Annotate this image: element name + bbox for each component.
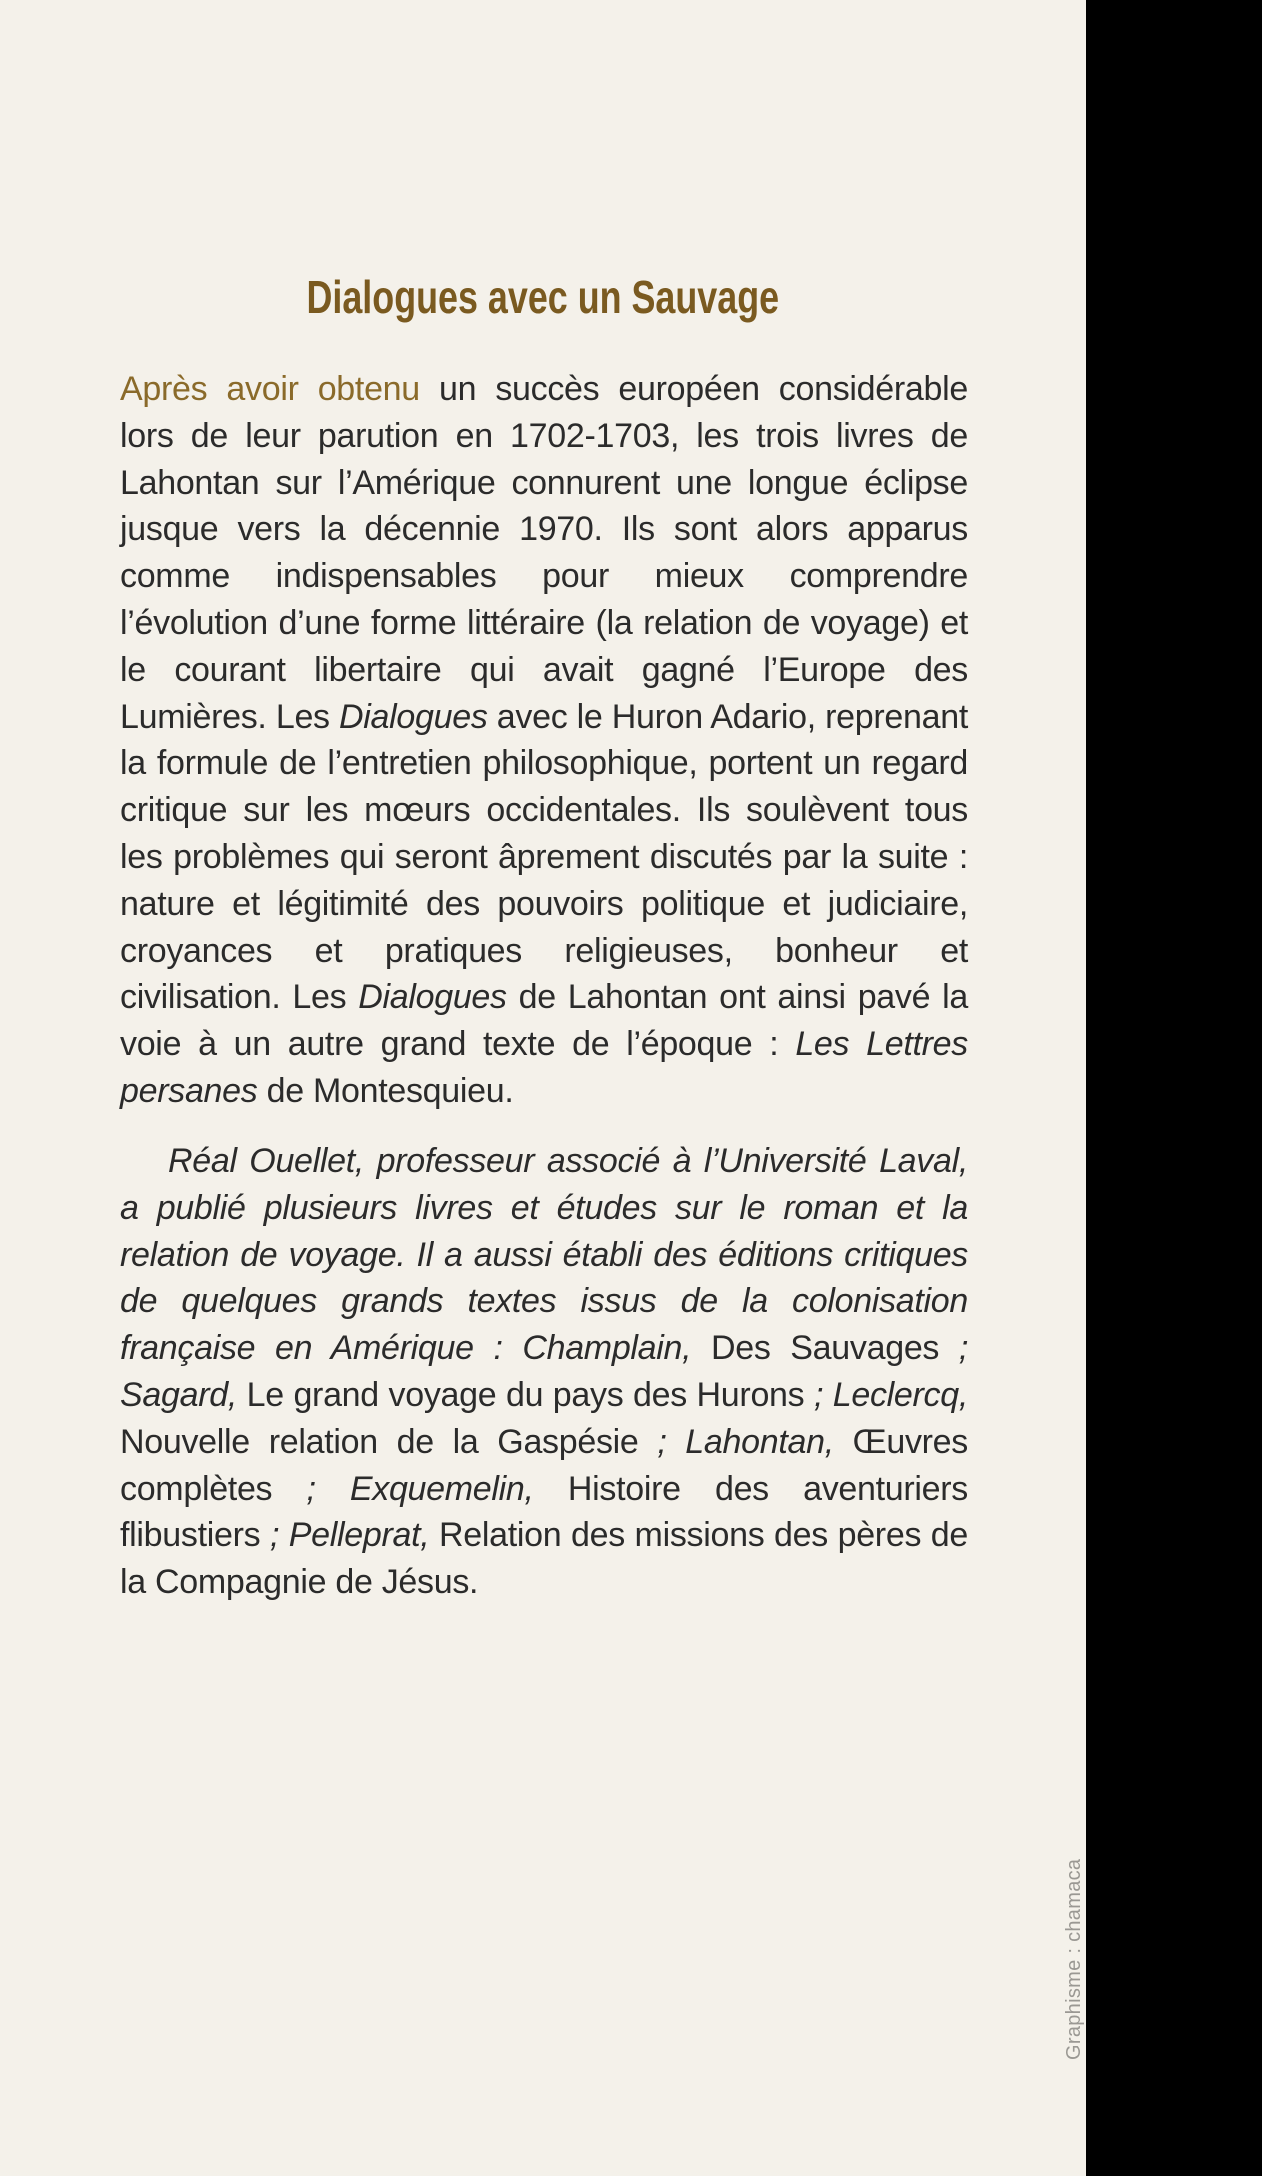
bio-separator-2: ; Leclercq, xyxy=(804,1375,969,1414)
bio-separator-5: ; Pelleprat, xyxy=(260,1516,440,1555)
summary-italic-dialogues-1: Dialogues xyxy=(339,697,488,736)
bio-separator-3: ; Lahontan, xyxy=(638,1422,853,1461)
bio-work-des-sauvages: Des Sauvages xyxy=(711,1329,940,1368)
summary-part-3: de Lahontan ont ainsi pavé la voie à un autre grand texte de l’époque : xyxy=(120,978,968,1064)
summary-part-1: un succès européen considérable lors de leur parution en 1702-1703, les trois livres de Lahontan sur l’Amérique connurent une longue éclipse jusque vers la décennie 1970. Ils sont alors apparus comme indispensables pour mieux comprendre l’évolution d’une forme littéraire (la relation de voyage) et le courant libertaire qui avait gagné l’Europe des Lumières. Les xyxy=(120,370,969,736)
summary-part-2: avec le Huron Adario, reprenant la formule de l’entretien philosophique, portent un regard critique sur les mœurs occidentales. Ils soulèvent tous les problèmes qui seront âprement discutés par la suite : nature et légitimité des pouvoirs politique et judiciaire, croyances et pratiques religieuses, bonheur et civilisation. Les xyxy=(120,697,968,1017)
book-summary xyxy=(120,366,968,1115)
summary-italic-dialogues-2: Dialogues xyxy=(358,978,507,1017)
design-credit: Graphisme : chamaca xyxy=(1063,1858,1085,2060)
black-spine-strip xyxy=(1086,0,1262,2176)
bio-intro: Réal Ouellet, professeur associé à l’Université Laval, a publié plusieurs livres et études sur le roman et la relation de voyage. Il a aussi établi des éditions critiques de quelques grands textes issus de la colonisation française en Amérique : Champlain, xyxy=(120,1142,968,1368)
bio-work-nouvelle-relation: Nouvelle relation de la Gaspésie xyxy=(120,1422,639,1461)
bio-separator-1: ; Sagard, xyxy=(120,1329,969,1414)
bio-work-grand-voyage: Le grand voyage du pays des Hurons xyxy=(246,1375,805,1414)
bio-work-relation-missions: Relation des missions des pères de la Compagnie de Jésus xyxy=(120,1516,968,1602)
summary-italic-lettres-persanes: Les Lettres persanes xyxy=(120,1025,968,1110)
bio-work-histoire-aventuriers: Histoire des aventuriers flibustiers xyxy=(120,1469,968,1555)
author-bio xyxy=(120,1138,968,1606)
bio-work-oeuvres-completes: Œuvres complètes xyxy=(120,1422,968,1508)
bio-separator-4: ; Exquemelin, xyxy=(272,1469,568,1508)
summary-part-4: de Montesquieu. xyxy=(257,1071,514,1110)
book-title: Dialogues avec un Sauvage xyxy=(306,271,780,323)
summary-lead: Après avoir obtenu xyxy=(120,370,420,408)
bio-end: . xyxy=(469,1563,479,1602)
